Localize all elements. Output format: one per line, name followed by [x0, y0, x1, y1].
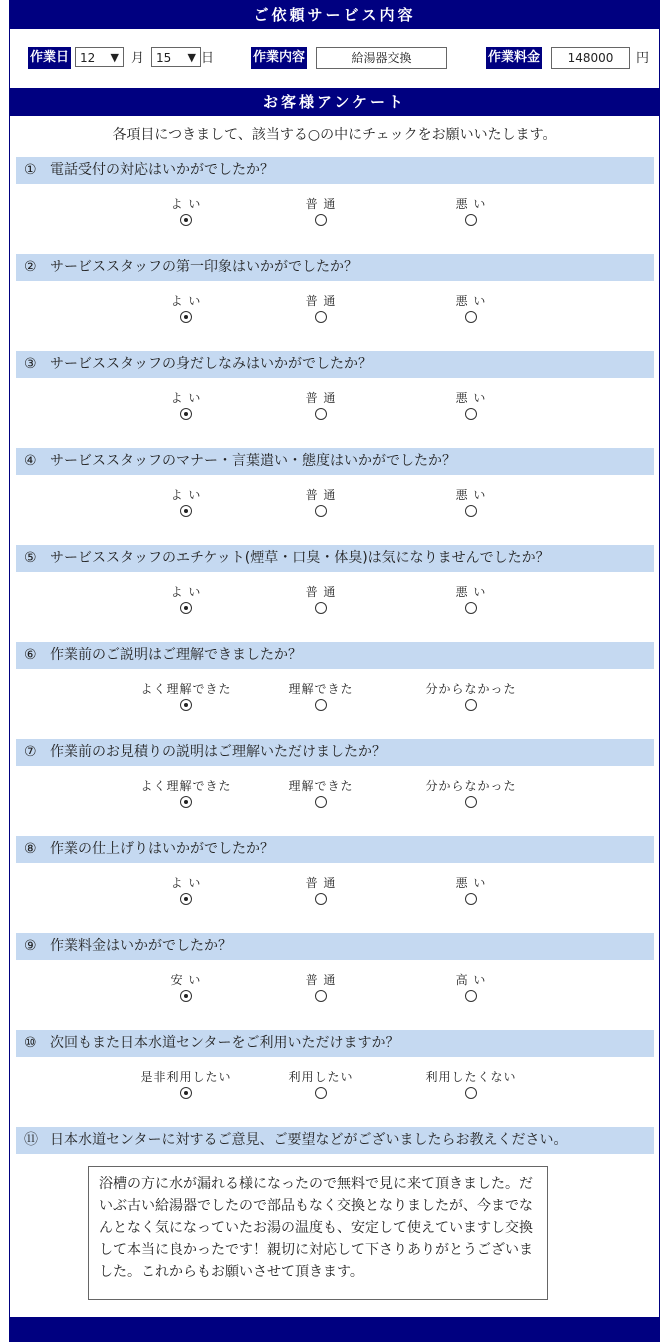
radio-button[interactable]: [465, 893, 477, 905]
option-label: 普 通: [305, 973, 337, 987]
question-text: 作業前のお見積りの説明はご理解いただけましたか？: [50, 744, 386, 760]
answer-option[interactable]: [126, 681, 246, 714]
option-label: 普 通: [305, 197, 337, 211]
radio-button[interactable]: [315, 990, 327, 1002]
answer-option[interactable]: [261, 1069, 381, 1102]
option-label: 安 い: [170, 973, 202, 987]
question-number: ⑤: [24, 550, 37, 566]
question-7: [16, 739, 654, 766]
question-number: ⑧: [24, 841, 37, 857]
answer-option[interactable]: [411, 1069, 531, 1102]
radio-button[interactable]: [180, 311, 192, 323]
question-text: 作業料金はいかがでしたか？: [50, 938, 232, 954]
option-label: 普 通: [305, 585, 337, 599]
question-number: ⑩: [24, 1035, 37, 1051]
option-label: 悪 い: [455, 585, 487, 599]
radio-button[interactable]: [180, 602, 192, 614]
answer-option[interactable]: [126, 875, 246, 908]
date-label: 作業日: [28, 47, 71, 69]
radio-button[interactable]: [315, 893, 327, 905]
answer-option[interactable]: [126, 584, 246, 617]
option-label: 分からなかった: [425, 682, 517, 696]
option-label: よく理解できた: [140, 682, 232, 696]
option-label: 是非利用したい: [140, 1070, 232, 1084]
option-label: よ い: [170, 391, 202, 405]
question-1: [16, 157, 654, 184]
chevron-down-icon: ▼: [187, 51, 196, 64]
comment-box[interactable]: 浴槽の方に水が漏れる様になったので無料で見に来て頂きました。だいぶ古い給湯器でしたので部品もなく交換となりましたが、今までなんとなく気になっていたお湯の温度も、安定して使えていますし交換して本当に良かったです！親切に対応して下さりありがとうございました。これからもお願いさせて頂きます。: [88, 1166, 548, 1300]
answer-option[interactable]: [261, 681, 381, 714]
question-number: ①: [24, 162, 37, 178]
question-3: [16, 351, 654, 378]
question-10: [16, 1030, 654, 1057]
question-4: [16, 448, 654, 475]
radio-button[interactable]: [180, 893, 192, 905]
month-select[interactable]: [75, 47, 124, 67]
question-number: ②: [24, 259, 37, 275]
option-label: 利用したくない: [425, 1070, 517, 1084]
answer-option[interactable]: [411, 875, 531, 908]
content-field[interactable]: 給湯器交換: [316, 47, 447, 69]
radio-button[interactable]: [465, 214, 477, 226]
question-9: [16, 933, 654, 960]
day-select[interactable]: [151, 47, 201, 67]
question-text: サービススタッフの身だしなみはいかがでしたか？: [50, 356, 372, 372]
question-number: ④: [24, 453, 37, 469]
answer-option[interactable]: [411, 584, 531, 617]
answer-option[interactable]: [126, 487, 246, 520]
radio-button[interactable]: [465, 990, 477, 1002]
option-label: 理解できた: [288, 682, 354, 696]
radio-button[interactable]: [465, 311, 477, 323]
radio-button[interactable]: [180, 214, 192, 226]
radio-button[interactable]: [465, 408, 477, 420]
option-label: 悪 い: [455, 391, 487, 405]
question-2: [16, 254, 654, 281]
question-number: ⑥: [24, 647, 37, 663]
radio-button[interactable]: [315, 214, 327, 226]
answer-option[interactable]: [261, 196, 381, 229]
option-label: 悪 い: [455, 294, 487, 308]
fee-unit: 円: [636, 51, 650, 66]
answer-option[interactable]: [126, 293, 246, 326]
option-label: 分からなかった: [425, 779, 517, 793]
question-number: ⑪: [24, 1132, 38, 1148]
radio-button[interactable]: [315, 505, 327, 517]
option-label: よ い: [170, 488, 202, 502]
radio-button[interactable]: [180, 990, 192, 1002]
answer-option[interactable]: [261, 584, 381, 617]
option-label: 悪 い: [455, 876, 487, 890]
radio-button[interactable]: [180, 505, 192, 517]
radio-button[interactable]: [465, 1087, 477, 1099]
radio-button[interactable]: [315, 408, 327, 420]
answer-option[interactable]: [126, 1069, 246, 1102]
answer-option[interactable]: [126, 778, 246, 811]
radio-button[interactable]: [465, 796, 477, 808]
option-label: よく理解できた: [140, 779, 232, 793]
fee-field[interactable]: 148000: [551, 47, 630, 69]
question-number: ⑨: [24, 938, 37, 954]
radio-button[interactable]: [465, 699, 477, 711]
option-label: よ い: [170, 197, 202, 211]
question-text: サービススタッフの第一印象はいかがでしたか？: [50, 259, 358, 275]
answer-option[interactable]: [411, 972, 531, 1005]
answer-option[interactable]: [411, 681, 531, 714]
question-text: サービススタッフのマナー・言葉遣い・態度はいかがでしたか？: [50, 453, 456, 469]
answer-option[interactable]: [261, 487, 381, 520]
question-8: [16, 836, 654, 863]
radio-button[interactable]: [315, 699, 327, 711]
fee-label: 作業料金: [486, 47, 542, 69]
radio-button[interactable]: [315, 311, 327, 323]
option-label: 普 通: [305, 294, 337, 308]
answer-option[interactable]: [261, 778, 381, 811]
answer-option[interactable]: [126, 196, 246, 229]
option-label: よ い: [170, 585, 202, 599]
month-unit: 月: [131, 51, 145, 66]
question-text: 電話受付の対応はいかがでしたか？: [50, 162, 274, 178]
option-label: 悪 い: [455, 488, 487, 502]
answer-option[interactable]: [411, 293, 531, 326]
answer-option[interactable]: [261, 875, 381, 908]
content-label: 作業内容: [251, 47, 307, 69]
radio-button[interactable]: [180, 699, 192, 711]
question-number: ③: [24, 356, 37, 372]
question-text: 次回もまた日本水道センターをご利用いただけますか？: [50, 1035, 400, 1051]
answer-option[interactable]: [126, 390, 246, 423]
question-text: 作業前のご説明はご理解できましたか？: [50, 647, 302, 663]
survey-intro: 各項目につきまして、該当する○の中にチェックをお願いいたします。: [112, 127, 557, 143]
option-label: 利用したい: [288, 1070, 354, 1084]
question-text: サービススタッフのエチケット(煙草・口臭・体臭)は気になりませんでしたか？: [50, 550, 550, 566]
answer-option[interactable]: [411, 196, 531, 229]
question-6: [16, 642, 654, 669]
answer-option[interactable]: [126, 972, 246, 1005]
answer-option[interactable]: [411, 487, 531, 520]
option-label: 普 通: [305, 488, 337, 502]
question-number: ⑦: [24, 744, 37, 760]
question-text: 日本水道センターに対するご意見、ご要望などがございましたらお教えください。: [50, 1132, 568, 1148]
service-header: ご依頼サービス内容: [10, 1, 659, 29]
question-text: 作業の仕上げりはいかがでしたか？: [50, 841, 274, 857]
answer-option[interactable]: [411, 778, 531, 811]
survey-form: [9, 0, 660, 1342]
option-label: 悪 い: [455, 197, 487, 211]
option-label: 普 通: [305, 876, 337, 890]
question-5: [16, 545, 654, 572]
question-11: [16, 1127, 654, 1154]
radio-button[interactable]: [465, 505, 477, 517]
footer-bar: [10, 1317, 659, 1341]
option-label: 高 い: [455, 973, 487, 987]
radio-button[interactable]: [180, 1087, 192, 1099]
survey-header: お客様アンケート: [10, 88, 659, 116]
option-label: 理解できた: [288, 779, 354, 793]
day-unit: 日: [201, 51, 215, 66]
option-label: よ い: [170, 876, 202, 890]
answer-option[interactable]: [261, 293, 381, 326]
answer-option[interactable]: [261, 972, 381, 1005]
day-value: 15: [156, 51, 172, 65]
chevron-down-icon: ▼: [110, 51, 119, 64]
radio-button[interactable]: [315, 602, 327, 614]
answer-option[interactable]: [261, 390, 381, 423]
radio-button[interactable]: [180, 408, 192, 420]
month-value: 12: [80, 51, 96, 65]
service-info-row: [10, 45, 659, 75]
radio-button[interactable]: [180, 796, 192, 808]
radio-button[interactable]: [315, 1087, 327, 1099]
answer-option[interactable]: [411, 390, 531, 423]
radio-button[interactable]: [315, 796, 327, 808]
radio-button[interactable]: [465, 602, 477, 614]
option-label: 普 通: [305, 391, 337, 405]
option-label: よ い: [170, 294, 202, 308]
